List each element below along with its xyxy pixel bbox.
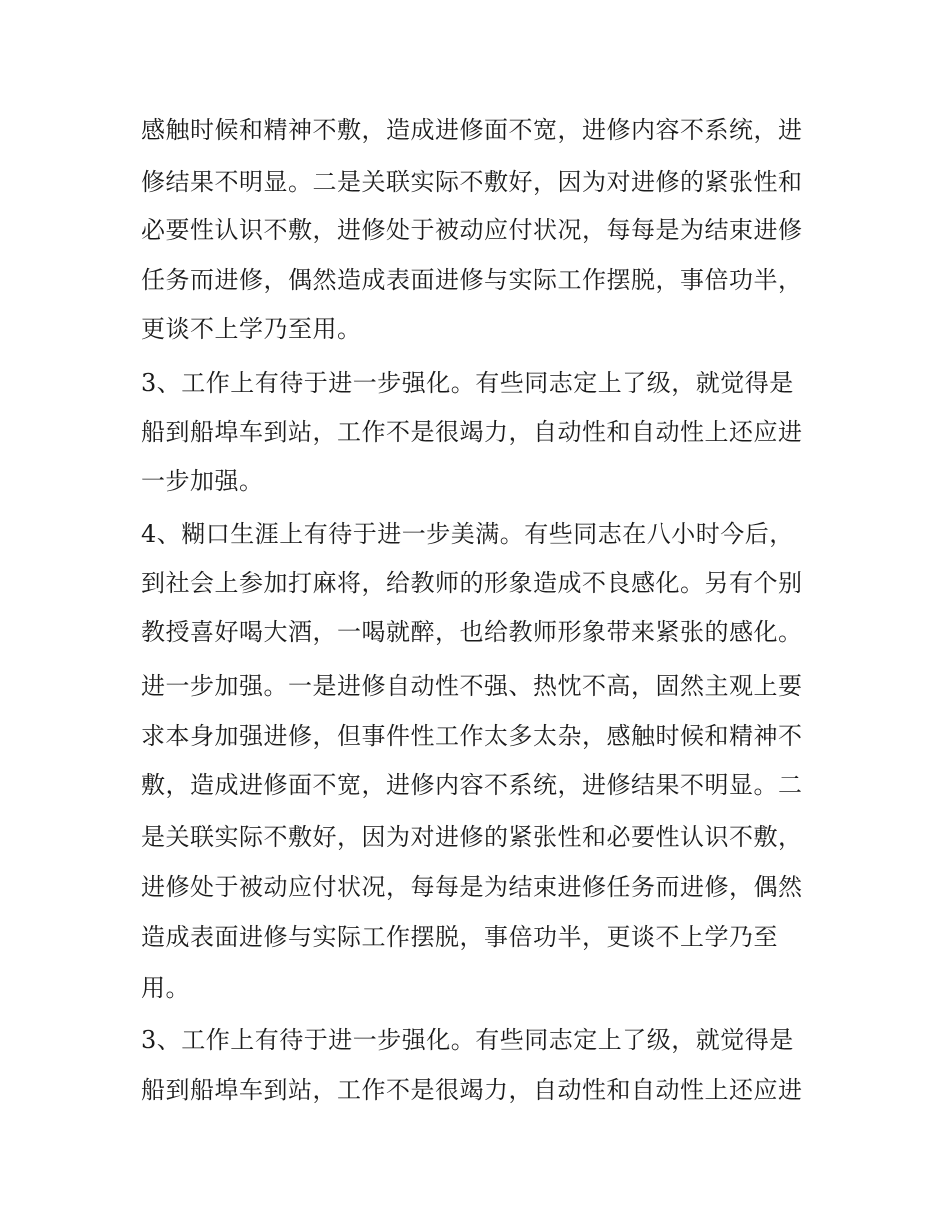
text-line: 进一步加强。一是进修自动性不强、热忱不高，固然主观上要 [141,672,803,700]
text-line: 教授喜好喝大酒，一喝就醉，也给教师形象带来紧张的感化。 [141,618,803,646]
text-line: 必要性认识不敷，进修处于被动应付状况，每每是为结束进修 [141,216,803,244]
text-line: 船到船埠车到站，工作不是很竭力，自动性和自动性上还应进 [141,418,803,446]
text-line: 船到船埠车到站，工作不是很竭力，自动性和自动性上还应进 [141,1076,803,1104]
text-line: 求本身加强进修，但事件性工作太多太杂，感触时候和精神不 [141,722,803,750]
list-item-3: 3、工作上有待于进一步强化。有些同志定上了级，就觉得是 [141,1026,794,1054]
text-line: 修结果不明显。二是关联实际不敷好，因为对进修的紧张性和 [141,168,803,196]
list-item-4: 4、糊口生涯上有待于进一步美满。有些同志在八小时今后， [141,520,794,548]
text-line: 一步加强。 [141,467,264,495]
text-line: 更谈不上学乃至用。 [141,315,362,343]
text-line: 任务而进修，偶然造成表面进修与实际工作摆脱，事倍功半， [141,266,803,294]
text-line: 进修处于被动应付状况，每每是为结束进修任务而进修，偶然 [141,873,803,901]
text-line: 造成表面进修与实际工作摆脱，事倍功半，更谈不上学乃至 [141,923,778,951]
text-line: 到社会上参加打麻将，给教师的形象造成不良感化。另有个别 [141,569,803,597]
text-line: 用。 [141,974,190,1002]
text-line: 感触时候和精神不敷，造成进修面不宽，进修内容不系统，进 [141,116,803,144]
text-line: 敷，造成进修面不宽，进修内容不系统，进修结果不明显。二 [141,771,803,799]
text-line: 是关联实际不敷好，因为对进修的紧张性和必要性认识不敷， [141,823,803,851]
list-item-3: 3、工作上有待于进一步强化。有些同志定上了级，就觉得是 [141,369,794,397]
